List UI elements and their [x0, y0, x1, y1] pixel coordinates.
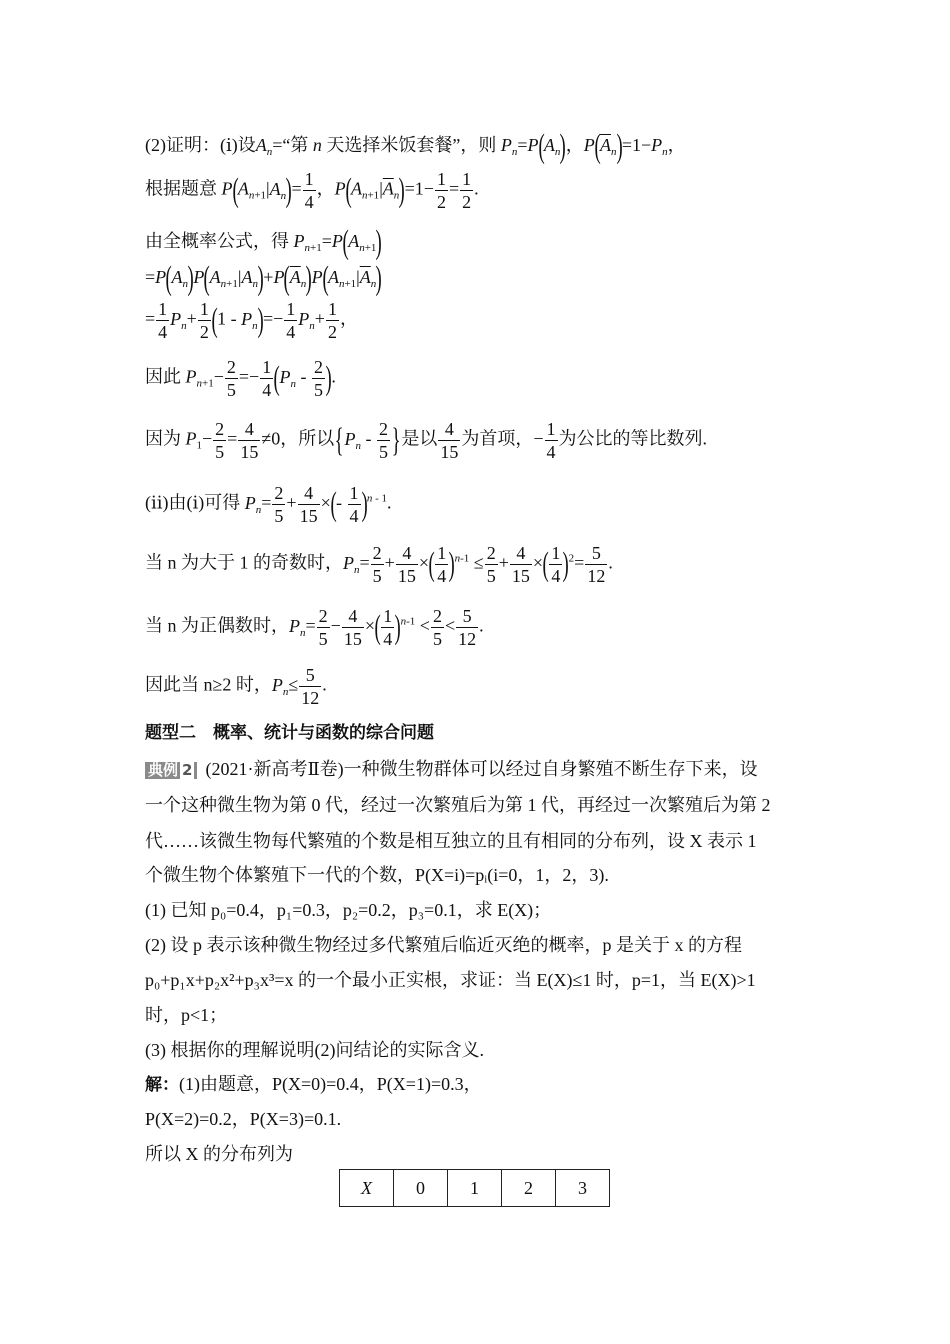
- question-3: (3) 根据你的理解说明(2)问结论的实际含义.: [145, 1040, 484, 1060]
- table-cell: 1: [448, 1170, 502, 1207]
- proof-line-8: (ⅱ)由(ⅰ)可得 $P_n=$ $\frac{2}{5}$ + $\frac{4}{15}$ ×(- $\frac{1}{4}$ )$^{n - 1}$.: [145, 483, 392, 526]
- table-cell: X: [340, 1170, 394, 1207]
- proof-line-1: (2)证明：(ⅰ)设$A_n=“$第 n 天选择米饭套餐”，则 $P_n=P(A_n)$，$P(\overline{A}_n)=1-P_n$，: [145, 128, 686, 165]
- proof-line-11: 因此当 n≥2 时，$P_n\le$ $\frac{5}{12}$ .: [145, 665, 327, 708]
- problem-line-4: 个微生物个体繁殖下一代的个数，P(X=i)=pᵢ(i=0，1，2，3).: [145, 865, 609, 885]
- example-tag: 典例 2: [145, 762, 197, 779]
- problem-line-1: 典例 2 (2021·新高考Ⅱ卷)一种微生物群体可以经过自身繁殖不断生存下来，设: [145, 760, 758, 779]
- solution-line-3: 所以 X 的分布列为: [145, 1144, 293, 1164]
- question-2-line-3: 时，p<1；: [145, 1005, 228, 1025]
- proof-line-9: 当 n 为大于 1 的奇数时，$P_n=$ $\frac{2}{5}$ + $\frac{4}{15}$ ×( $\frac{1}{4}$ )$^{n-1}$ ≤ $\frac{2}{5}$ + $\frac{4}{15}$ ×( $\frac{1}{4}$ )$^2$= $\frac{5}{12}$ .: [145, 543, 613, 586]
- table-cell: 0: [394, 1170, 448, 1207]
- question-1: (1) 已知 p₀=0.4，p₁=0.3，p₂=0.2，p₃=0.1，求 E(X)；: [145, 900, 552, 920]
- distribution-table: [339, 1169, 610, 1207]
- solution-line-1: 解：(1)由题意，P(X=0)=0.4，P(X=1)=0.3，: [145, 1074, 482, 1095]
- proof-line-10: 当 n 为正偶数时，$P_n=$ $\frac{2}{5}$ − $\frac{4}{15}$ ×( $\frac{1}{4}$ )$^{n-1}$ < $\frac{2}{5}$ < $\frac{5}{12}$ .: [145, 606, 484, 649]
- proof-line-4: $=P(A_n)P(A_{n+1}|A_n)+P(\overline{A}_n)P(A_{n+1}|\overline{A}_n)$: [145, 260, 383, 297]
- proof-line-5: = $\frac{1}{4}$ $P_n+$ $\frac{1}{2}$ $(1 - P_n)=-$ $\frac{1}{4}$ $P_n+$ $\frac{1}{2}$ ，: [145, 299, 358, 342]
- problem-line-3: 代……该微生物每代繁殖的个数是相互独立的且有相同的分布列，设 X 表示 1: [145, 831, 757, 851]
- table-row: [340, 1170, 610, 1207]
- section-heading: 题型二 概率、统计与函数的综合问题: [145, 723, 434, 743]
- solution-line-2: P(X=2)=0.2，P(X=3)=0.1.: [145, 1109, 342, 1129]
- proof-line-7: 因为 $P_1-$ $\frac{2}{5}$ = $\frac{4}{15}$ ≠0，所以{$P_n$ - $\frac{2}{5}$ }是以 $\frac{4}{15}$ 为首项，− $\frac{1}{4}$ 为公比的等比数列.: [145, 419, 708, 462]
- solution-label: 解：: [145, 1075, 179, 1095]
- proof-line-3: 由全概率公式，得 $P_{n+1}=P(A_{n+1})$: [145, 224, 383, 261]
- problem-line-2: 一个这种微生物为第 0 代，经过一次繁殖后为第 1 代，再经过一次繁殖后为第 2: [145, 795, 771, 815]
- table-cell: 2: [502, 1170, 556, 1207]
- table-cell: 3: [556, 1170, 610, 1207]
- question-2-line-1: (2) 设 p 表示该种微生物经过多代繁殖后临近灭绝的概率，p 是关于 x 的方程: [145, 935, 742, 955]
- proof-line-6: 因此 $P_{n+1}-$ $\frac{2}{5}$ =− $\frac{1}{4}$ ($P_n$ - $\frac{2}{5}$ ).: [145, 357, 336, 400]
- proof-line-2: 根据题意 $P(A_{n+1}|A_n)=$ $\frac{1}{4}$ ，$P(A_{n+1}|\overline{A}_n)=1-$ $\frac{1}{2}$ = $\frac{1}{2}$ .: [145, 169, 479, 212]
- question-2-line-2: p₀+p₁x+p₂x²+p₃x³=x 的一个最小正实根，求证：当 E(X)≤1 时，p=1，当 E(X)>1: [145, 970, 756, 990]
